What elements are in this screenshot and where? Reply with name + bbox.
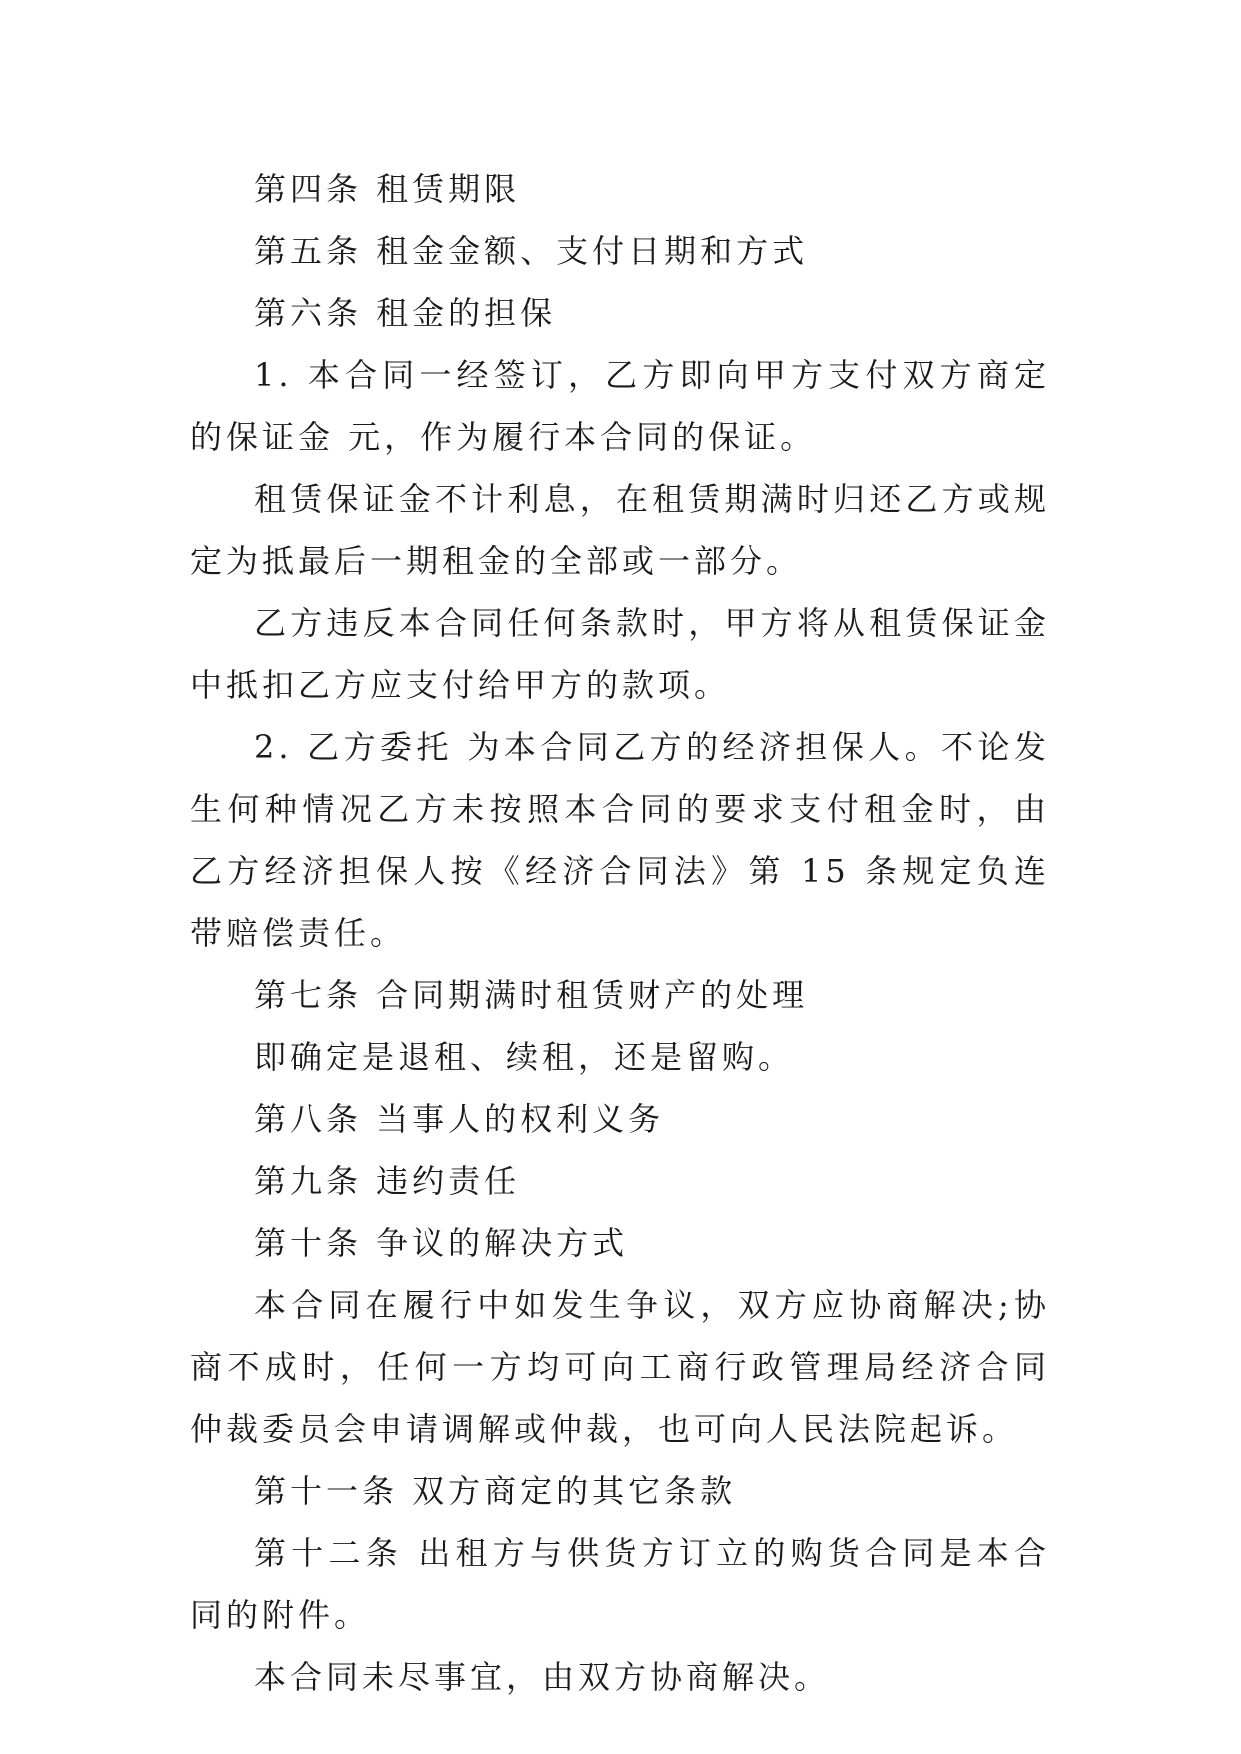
article-4-heading: 第四条 租赁期限 <box>254 170 521 208</box>
document-body <box>190 158 1050 1708</box>
closing-clause: 本合同未尽事宜，由双方协商解决。 <box>254 1658 831 1696</box>
article-7-text: 即确定是退租、续租，还是留购。 <box>254 1038 795 1076</box>
article-7-heading: 第七条 合同期满时租赁财产的处理 <box>254 976 809 1014</box>
article-10-heading: 第十条 争议的解决方式 <box>254 1224 629 1262</box>
article-6-heading: 第六条 租金的担保 <box>254 294 557 332</box>
article-6-clause-1: 1. 本合同一经签订，乙方即向甲方支付双方商定的保证金 元，作为履行本合同的保证。 <box>190 356 1050 456</box>
article-12-heading: 第十二条 出租方与供货方订立的购货合同是本合同的附件。 <box>190 1534 1050 1634</box>
article-9-heading: 第九条 违约责任 <box>254 1162 521 1200</box>
article-11-heading: 第十一条 双方商定的其它条款 <box>254 1472 737 1510</box>
article-6-deposit-interest: 租赁保证金不计利息，在租赁期满时归还乙方或规定为抵最后一期租金的全部或一部分。 <box>190 480 1050 580</box>
article-6-clause-2: 2. 乙方委托 为本合同乙方的经济担保人。不论发生何种情况乙方未按照本合同的要求支付租金时，由乙方经济担保人按《经济合同法》第 15 条规定负连带赔偿责任。 <box>190 728 1050 952</box>
article-6-deposit-deduction: 乙方违反本合同任何条款时，甲方将从租赁保证金中抵扣乙方应支付给甲方的款项。 <box>190 604 1050 704</box>
article-5-heading: 第五条 租金金额、支付日期和方式 <box>254 232 809 270</box>
article-10-text: 本合同在履行中如发生争议，双方应协商解决;协商不成时，任何一方均可向工商行政管理局经济合同仲裁委员会申请调解或仲裁，也可向人民法院起诉。 <box>190 1286 1050 1448</box>
article-8-heading: 第八条 当事人的权利义务 <box>254 1100 665 1138</box>
